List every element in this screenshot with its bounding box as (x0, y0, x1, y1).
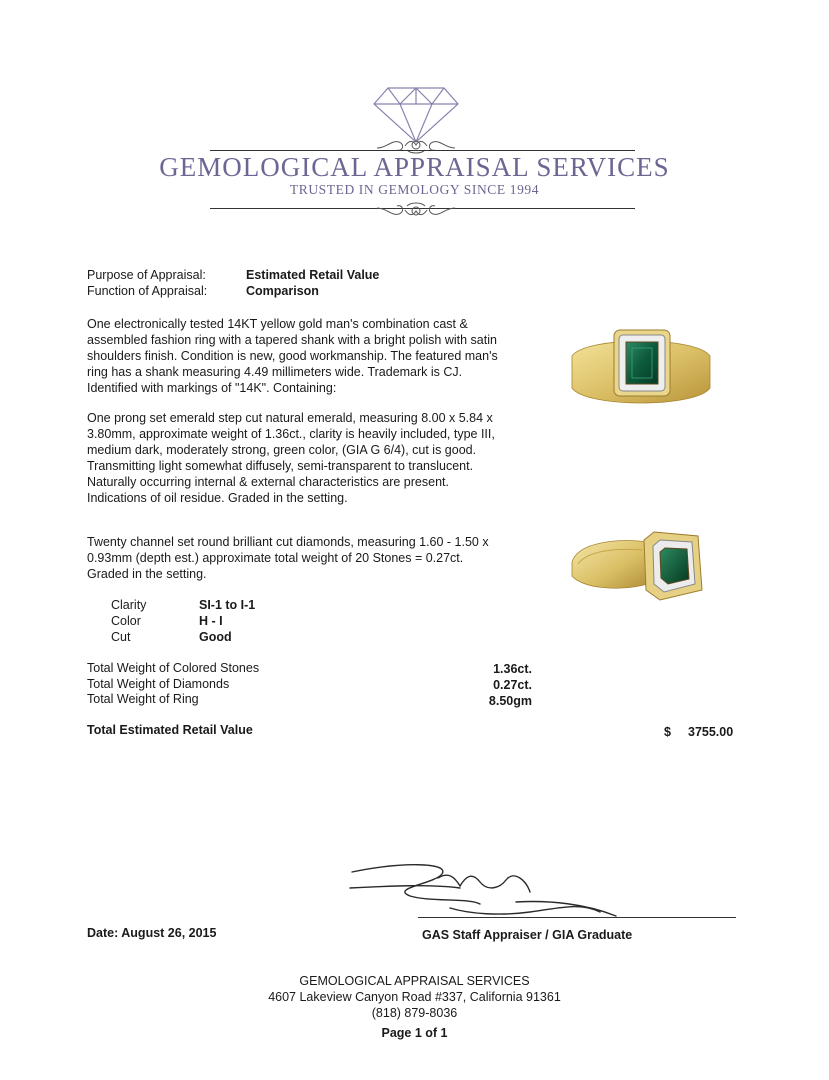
page-number: Page 1 of 1 (381, 1026, 448, 1040)
grade-value: Good (199, 630, 232, 644)
appraiser-signature (330, 858, 630, 922)
description-paragraph-ring: One electronically tested 14KT yellow gold man's combination cast & assembled fashion ring with a tapered shank with a bright polish with satin shoulders finish. Condition is new, good workmanship. The featured man's ring has a shank measuring 4.49 millimeters wide. Trademark is CJ. Identified with markings of "14K". Containing: (87, 317, 498, 395)
description-paragraph-diamonds: Twenty channel set round brilliant cut diamonds, measuring 1.60 - 1.50 x 0.93mm (depth est.) approximate total weight of 20 Stones = 0.27ct. Graded in the setting. (87, 535, 489, 581)
grade-row-cut (111, 630, 232, 644)
ornament-bottom-icon (375, 200, 457, 220)
grade-label: Clarity (111, 598, 147, 612)
total-ring-weight-value: 8.50gm (488, 694, 532, 708)
total-diamonds-label: Total Weight of Diamonds (87, 677, 230, 691)
footer-address: 4607 Lakeview Canyon Road #337, California 91361 (268, 990, 561, 1004)
ring-front-photo (566, 316, 716, 416)
diamond-logo-icon (370, 84, 462, 144)
total-colored-stones-label: Total Weight of Colored Stones (87, 661, 260, 675)
signature-line (418, 917, 736, 918)
grade-value: H - I (199, 614, 223, 628)
appraiser-title: GAS Staff Appraiser / GIA Graduate (422, 928, 633, 942)
function-value: Comparison (246, 284, 319, 298)
total-colored-stones-value: 1.36ct. (493, 662, 532, 676)
grade-row-color (111, 614, 223, 628)
purpose-label: Purpose of Appraisal: (87, 268, 206, 282)
purpose-value: Estimated Retail Value (246, 268, 380, 282)
footer-company: GEMOLOGICAL APPRAISAL SERVICES (299, 974, 530, 988)
estimated-value-amount: 3755.00 (688, 725, 734, 739)
estimated-value-currency: $ (664, 725, 671, 739)
ring-side-photo (568, 518, 718, 608)
footer-phone: (818) 879-8036 (371, 1006, 458, 1020)
grade-label: Cut (111, 630, 131, 644)
estimated-value-label: Total Estimated Retail Value (87, 723, 253, 737)
company-tagline: TRUSTED IN GEMOLOGY SINCE 1994 (289, 182, 540, 197)
function-label: Function of Appraisal: (87, 284, 208, 298)
total-diamonds-value: 0.27ct. (493, 678, 532, 692)
grade-label: Color (111, 614, 141, 628)
appraisal-date: Date: August 26, 2015 (87, 926, 217, 940)
total-ring-weight-label: Total Weight of Ring (87, 692, 199, 706)
grade-row-clarity (111, 598, 256, 612)
description-paragraph-emerald: One prong set emerald step cut natural emerald, measuring 8.00 x 5.84 x 3.80mm, approximate weight of 1.36ct., clarity is heavily included, type III, medium dark, moderately strong, green color, (GIA G 6/4), cut is good. Transmitting light somewhat diffusely, semi-transparent to translucent. Naturally occurring internal & external characteristics are present. Indications of oil residue. Graded in the setting. (87, 411, 495, 505)
company-name: GEMOLOGICAL APPRAISAL SERVICES (159, 152, 670, 182)
grade-value: SI-1 to I-1 (199, 598, 256, 612)
